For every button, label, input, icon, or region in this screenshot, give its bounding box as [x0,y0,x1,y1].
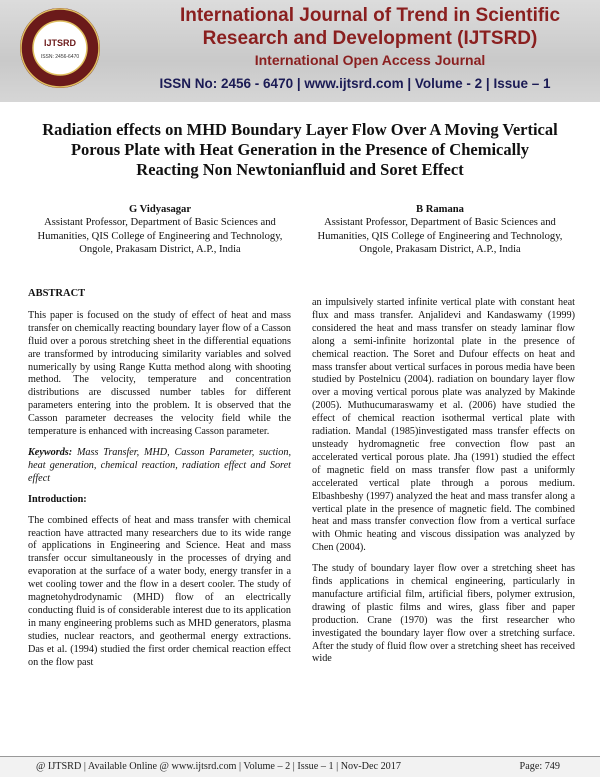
issn-website-volume-line: ISSN No: 2456 - 6470 | www.ijtsrd.com | Volume - 2 | Issue – 1 [159,76,551,91]
paper-title: Radiation effects on MHD Boundary Layer Flow Over A Moving Vertical Porous Plate with Heat Generation in the Presence of Chemically Reacting Non Newtonianfluid and Soret Effect [42,120,558,179]
keywords [28,447,291,486]
introduction-heading: Introduction: [28,493,87,505]
introduction-paragraph-2: an impulsively started infinite vertical plate with constant heat flux and mass transfer. Anjalidevi and Kandaswamy (1999) considered the heat and mass transfer on steady laminar flow along a semi-infinite horizontal plate in the presence of chemical reaction. The Soret and Dufour effects on heat and mass transfer about vertical surfaces in porous media have been studied by Postelnicu (2004). radiation on boundary layer flow over a moving vertical porous plate was analyzed by Makinde (2005). Muthucumaraswamy et al. (2006) have studied the effect of chemical reaction isothermal vertical plate with radiation. Mandal (1985)investigated mass transfer effects on unsteady hydromagnetic free convection flow past an accelerated vertical porous plate. Jha (1991) studied the effect of magnetic field on mass transfer flow past a uniformly accelerated vertical plate through a porous medium. Elbashbeshy (1997) analyzed the heat and mass transfer along a vertical plate in the presence of magnetic field. The combined heat and mass transfer convection flow from a vertical surface with Ohmic heating and viscous dissipation was analyzed by Chen (2004). [312,297,575,554]
keywords-label: Keywords: [28,446,73,458]
journal-title: International Journal of Trend in Scientific Research and Development (IJTSRD) [179,5,561,49]
abstract-text: This paper is focused on the study of effect of heat and mass transfer on chemically reacting boundary layer flow of a Casson fluid over a porous stretching sheet in the differential equations are transformed by introducing similarity variables and solved numerically by using Range Kutta method along with shooting method. The velocity, temperature and concentration distributions are discussed number tables for different parameters entering into the problem. It is observed that the Casson parameter decreases the velocity field while the temperature is enhanced with increasing Casson parameter. [28,309,291,438]
author-name: G Vidyasagar [128,204,192,215]
footer-citation: @ IJTSRD | Available Online @ www.ijtsrd.com | Volume – 2 | Issue – 1 | Nov-Dec 2017 [36,761,401,772]
introduction-paragraph-1: The combined effects of heat and mass transfer with chemical reaction have attracted many researchers due to its wide range of applications in Engineering and Science. Heat and mass transfer occur simultaneously in the processes of drying and evaporation at the surface of a water body, energy transfer in a wet cooling tower and the flow in a desert cooler. The study of magnetohydrodynamic (MHD) flow of an electrically conducting fluid is of considerable interest due to its application in many engineering problems such as MHD generators, plasma studies, nuclear reactors, and geothermal energy extractions. Das et al. (1994) studied the first order chemical reaction effect on the flow past [28,514,291,668]
author-name: B Ramana [416,204,464,215]
page-footer [0,756,600,777]
author-affiliation: Assistant Professor, Department of Basic Sciences and Humanities, QIS College of Engineering and Technology, Ongole, Prakasam District, A.P., India [317,217,563,256]
abstract-heading: ABSTRACT [28,288,86,299]
journal-subtitle: International Open Access Journal [254,52,486,68]
footer-page-number: Page: 749 [519,761,560,772]
author-block-2 [305,203,575,257]
logo-issn-text: ISSN: 2456-6470 [40,54,80,60]
journal-header [0,0,600,102]
left-column [28,288,291,677]
journal-logo-icon [18,6,102,90]
keywords-text: Mass Transfer, MHD, Casson Parameter, suction, heat generation, chemical reaction, radiation effect and Soret effect [28,446,291,484]
logo-core-text: IJTSRD [43,38,77,48]
introduction-paragraph-3: The study of boundary layer flow over a stretching sheet has finds applications in chemical engineering, particularly in manufacture artificial film, artificial fibers, polymer extrusion, drawing of plastic films and wires, glass fiber and paper production. Crane (1970) was the first researcher who investigated the boundary layer flow over a stretching surface. After the study of fluid flow over a stretching sheet has received wide [312,563,575,665]
author-block-1 [25,203,295,257]
author-affiliation: Assistant Professor, Department of Basic Sciences and Humanities, QIS College of Engineering and Technology, Ongole, Prakasam District, A.P., India [37,217,283,256]
right-column [312,297,575,674]
